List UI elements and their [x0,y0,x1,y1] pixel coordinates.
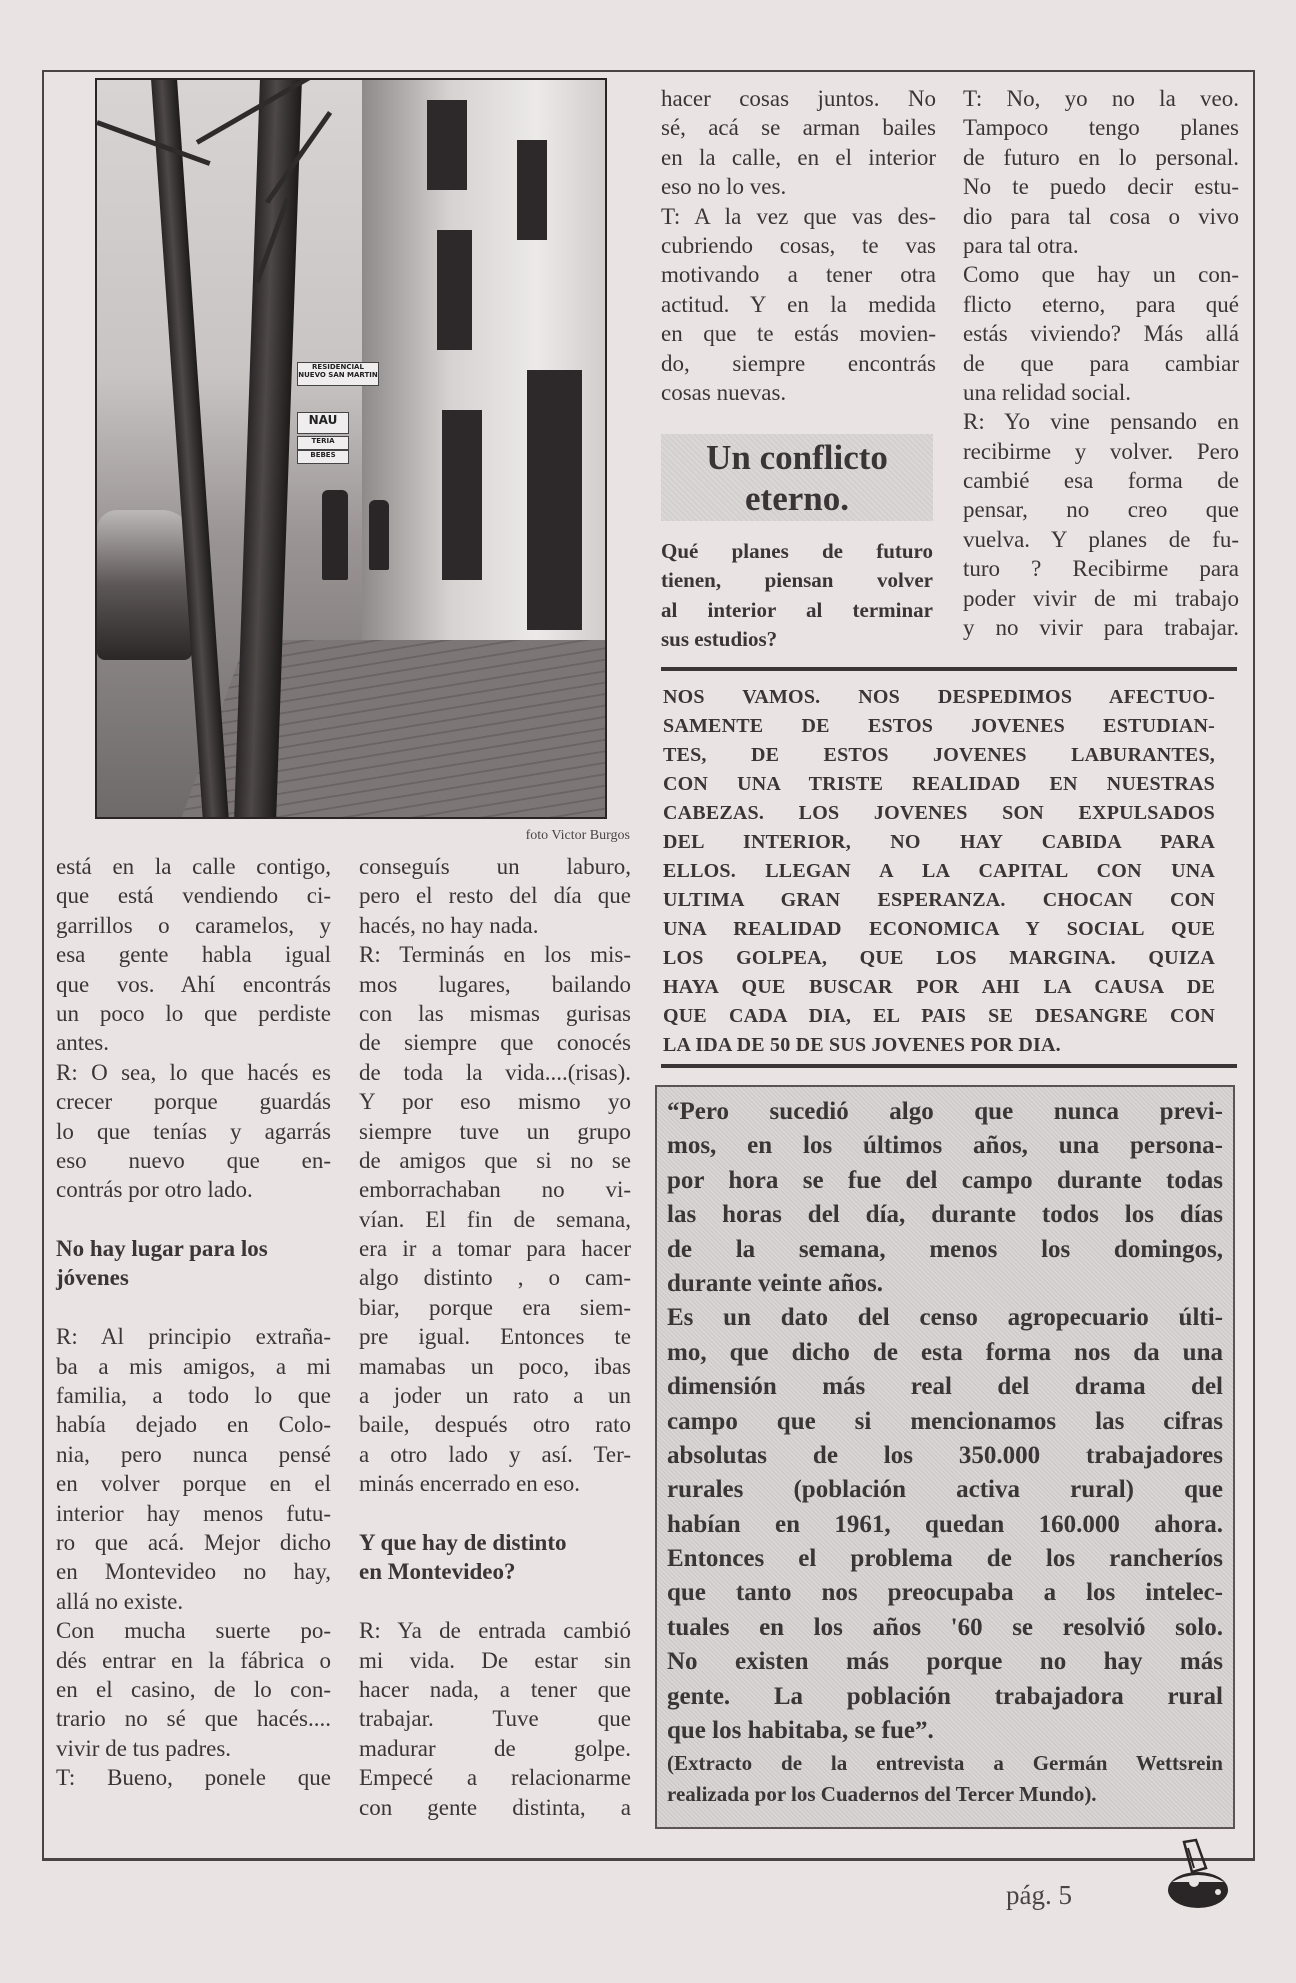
text-line: esa gente habla igual [56,942,331,968]
text-line: eso no lo ves. [661,174,787,200]
text-line: de la semana, menos los domingos, [667,1235,1223,1263]
divider-rule [661,667,1237,671]
text-line: vuelva. Y planes de fu- [963,526,1239,552]
text-line: está en la calle contigo, [56,854,331,879]
text-line: en Montevideo no hay, [56,1559,331,1585]
text-line: CABEZAS. LOS JOVENES SON EXPULSADOS [663,802,1215,824]
paragraph [56,1763,331,1792]
tree-branch [96,120,210,166]
text-line: Tampoco tengo planes [963,115,1239,141]
text-line: QUE CADA DIA, EL PAIS SE DESANGRE CON [663,1005,1215,1027]
paragraph [56,1322,331,1616]
text-line: con las mismas gurisas [359,1000,631,1026]
text-line: allá no existe. [56,1588,184,1614]
text-line: SAMENTE DE ESTOS JOVENES ESTUDIAN- [663,715,1215,737]
text-line: UNA REALIDAD ECONOMICA Y SOCIAL QUE [663,918,1215,940]
page-number: pág. 5 [1006,1880,1072,1910]
text-line: emborrachaban no vi- [359,1177,631,1203]
text-line: a otro lado y así. Ter- [359,1441,631,1467]
text-line: do, siempre encontrás [661,350,936,376]
text-line: en el casino, de lo con- [56,1676,331,1702]
text-line: turo ? Recibirme para [963,556,1239,582]
tree-trunk [151,80,229,819]
parked-car [97,510,192,660]
text-line: por hora se fue del campo durante todas [667,1166,1223,1194]
sign-text: RESIDENCIAL NUEVO SAN MARTIN [298,363,378,379]
paragraph [56,1616,331,1763]
text-line: R: Ya de entrada cambió [359,1618,631,1644]
subheading [359,1528,631,1587]
doorway [442,410,482,580]
text-line: de futuro en lo personal. [963,144,1239,170]
text-line: realizada por los Cuadernos del Tercer Mundo). [667,1782,1097,1807]
text-line: R: Terminás en los mis- [359,942,631,968]
text-line: contrás por otro lado. [56,1177,253,1203]
text-line: dés entrar en la fábrica o [56,1647,331,1673]
text-line: un poco lo que perdiste [56,1000,331,1026]
text-line: recibirme y volver. Pero [963,438,1239,464]
window [437,230,472,350]
paragraph-gap [359,1587,631,1616]
text-line: jóvenes [56,1265,129,1291]
text-line: gente. La población trabajadora rural [667,1682,1223,1710]
text-line: algo distinto , o cam- [359,1265,631,1291]
text-line: cambié esa forma de [963,468,1239,494]
text-line: en volver porque en el [56,1471,331,1497]
text-line: absolutas de los 350.000 trabajadores [667,1441,1223,1469]
text-line: Y que hay de distinto [359,1529,567,1555]
text-line: de siempre que conocés [359,1030,631,1056]
text-line: hacés, no hay nada. [359,912,539,938]
text-line: era ir a tomar para hacer [359,1236,631,1262]
text-line: madurar de golpe. [359,1735,631,1761]
text-line: estás viviendo? Más allá [963,321,1239,347]
quote-box [655,1085,1235,1829]
text-line: Como que hay un con- [963,262,1239,288]
heading-line: Un conflicto [706,438,888,477]
text-line: HAYA QUE BUSCAR POR AHI LA CAUSA DE [663,976,1215,998]
text-line: siempre tuve un grupo [359,1118,631,1144]
text-line: en que te estás movien- [661,321,936,347]
text-line: Es un dato del censo agropecuario últi- [667,1304,1223,1332]
text-line: T: A la vez que vas des- [661,203,936,229]
text-line: motivando a tener otra [661,262,936,288]
text-line: dio para tal cosa o vivo [963,203,1239,229]
publication-logo-icon [1162,1838,1234,1910]
text-line: R: Al principio extraña- [56,1324,331,1350]
text-line: había dejado en Colo- [56,1412,331,1438]
text-line: una relidad social. [963,379,1131,405]
text-line: T: Bueno, ponele que [56,1765,331,1791]
text-line: baile, después otro rato [359,1412,631,1438]
text-line: LOS GOLPEA, QUE LOS MARGINA. QUIZA [663,947,1215,969]
text-line: ro que acá. Mejor dicho [56,1529,331,1555]
text-column-3 [661,84,936,407]
text-column-4 [963,84,1239,642]
paragraph [963,407,1239,642]
text-line: nia, pero nunca pensé [56,1441,331,1467]
shop-sign [297,450,349,464]
text-line: antes. [56,1030,110,1056]
street-photo [95,78,607,819]
text-line: de toda la vida....(risas). [359,1059,631,1085]
photo-caption: foto Victor Burgos [525,828,630,843]
text-line: ba a mis amigos, a mi [56,1353,331,1379]
text-line: R: O sea, lo que hacés es [56,1059,331,1085]
pedestrian [369,500,389,570]
text-line: (Extracto de la entrevista a Germán Wettsrein [667,1751,1223,1776]
subheading [56,1234,331,1293]
shop-sign [297,436,349,450]
text-line: hacer nada, a tener que [359,1676,631,1702]
question-line: tienen, piensan volver [661,568,933,593]
text-line: Entonces el problema de los rancheríos [667,1545,1223,1573]
sign-text: NAU [308,413,338,427]
text-line: mi vida. De estar sin [359,1647,631,1673]
paragraph [56,852,331,1058]
text-line: sé, acá se arman bailes [661,115,936,141]
paragraph [963,260,1239,407]
text-line: Con mucha suerte po- [56,1618,331,1644]
closing-statement [663,683,1215,1060]
paragraph [661,202,936,408]
text-line: T: No, yo no la veo. [963,86,1239,111]
text-line: interior hay menos futu- [56,1500,331,1526]
text-line: “Pero sucedió algo que nunca previ- [667,1098,1223,1125]
text-line: cosas nuevas. [661,379,787,405]
text-line: de que para cambiar [963,350,1239,376]
text-line: poder vivir de mi trabajo [963,585,1239,611]
heading-line: eterno. [745,479,849,518]
doorway [527,370,582,630]
text-line: a joder un rato a un [359,1383,631,1409]
text-line: No te puedo decir estu- [963,174,1239,200]
text-line: familia, a todo lo que [56,1383,331,1409]
shop-sign [297,362,379,386]
sign-text: BEBES [310,451,336,459]
text-line: R: Yo vine pensando en [963,409,1239,435]
text-line: No existen más porque no hay más [667,1648,1223,1676]
text-line: pre igual. Entonces te [359,1324,631,1350]
question-line: sus estudios? [661,627,778,652]
paragraph [963,84,1239,260]
paragraph [663,683,1215,1060]
text-line: que está vendiendo ci- [56,883,331,909]
paragraph [56,1058,331,1205]
text-line: TES, DE ESTOS JOVENES LABURANTES, [663,744,1215,766]
question-line: al interior al terminar [661,597,933,622]
text-line: que tanto nos preocupaba a los intelec- [667,1579,1223,1607]
text-line: eso nuevo que en- [56,1147,331,1173]
text-line: CON UNA TRISTE REALIDAD EN NUESTRAS [663,773,1215,795]
text-line: lo que tenías y agarrás [56,1118,331,1144]
text-line: dimensión más real del drama del [667,1373,1223,1401]
paragraph [359,852,631,940]
paragraph [661,84,936,202]
text-line: habían en 1961, quedan 160.000 ahora. [667,1510,1223,1538]
paragraph-gap [359,1499,631,1528]
section-heading [661,434,933,521]
question-line: Qué planes de futuro [661,539,933,563]
text-line: NOS VAMOS. NOS DESPEDIMOS AFECTUO- [663,686,1215,708]
text-line: ULTIMA GRAN ESPERANZA. CHOCAN CON [663,889,1215,911]
paragraph [667,1301,1223,1748]
text-line: DEL INTERIOR, NO HAY CABIDA PARA [663,831,1215,853]
text-line: garrillos o caramelos, y [56,912,331,938]
text-line: flicto eterno, para qué [963,291,1239,317]
text-line: tuales en los años '60 se resolvió solo. [667,1613,1223,1641]
text-line: LA IDA DE 50 DE SUS JOVENES POR DIA. [663,1034,1061,1056]
window [427,100,467,190]
text-line: No hay lugar para los [56,1236,268,1262]
text-line: que los habitaba, se fue”. [667,1717,934,1745]
text-line: cubriendo cosas, te vas [661,232,936,258]
quote-source [667,1748,1223,1810]
text-line: para tal otra. [963,232,1079,258]
interview-question [661,537,933,655]
paragraph [359,1616,631,1822]
text-line: campo que si mencionamos las cifras [667,1407,1223,1435]
text-line: con gente distinta, a [359,1794,631,1820]
text-line: mos, en los últimos años, una persona- [667,1132,1223,1160]
text-line: hacer cosas juntos. No [661,86,936,111]
text-line: vían. El fin de semana, [359,1206,631,1232]
text-line: mamabas un poco, ibas [359,1353,631,1379]
text-line: minás encerrado en eso. [359,1471,580,1497]
text-line: pero el resto del día que [359,883,631,909]
text-line: que vos. Ahí encontrás [56,971,331,997]
text-line: de amigos que si no se [359,1147,631,1173]
text-line: pensar, no creo que [963,497,1239,523]
text-line: las horas del día, durante todos los días [667,1201,1223,1229]
text-line: trario no sé que hacés.... [56,1706,331,1732]
text-column-2 [359,852,631,1822]
text-line: biar, porque era siem- [359,1294,631,1320]
paragraph-gap [56,1293,331,1322]
sign-text: TERIA [311,437,335,445]
text-line: trabajar. Tuve que [359,1706,631,1732]
text-line: en Montevideo? [359,1559,516,1585]
text-line: actitud. Y en la medida [661,291,936,317]
text-line: crecer porque guardás [56,1089,331,1115]
window [517,140,547,240]
text-line: Y por eso mismo yo [359,1089,631,1115]
divider-rule [661,1064,1237,1068]
text-line: ELLOS. LLEGAN A LA CAPITAL CON UNA [663,860,1215,882]
text-line: conseguís un laburo, [359,854,631,879]
text-line: y no vivir para trabajar. [963,615,1239,641]
pedestrian [322,490,348,580]
shop-sign [297,412,349,434]
text-line: mo, que dicho de esta forma nos da una [667,1338,1223,1366]
text-column-1 [56,852,331,1793]
paragraph [359,940,631,1498]
text-line: rurales (población activa rural) que [667,1476,1223,1504]
text-line: durante veinte años. [667,1269,883,1297]
paragraph-gap [56,1205,331,1234]
text-line: vivir de tus padres. [56,1735,232,1761]
text-line: Empecé a relacionarme [359,1765,631,1791]
paragraph [667,1095,1223,1301]
text-line: mos lugares, bailando [359,971,631,997]
text-line: en la calle, en el interior [661,144,936,170]
